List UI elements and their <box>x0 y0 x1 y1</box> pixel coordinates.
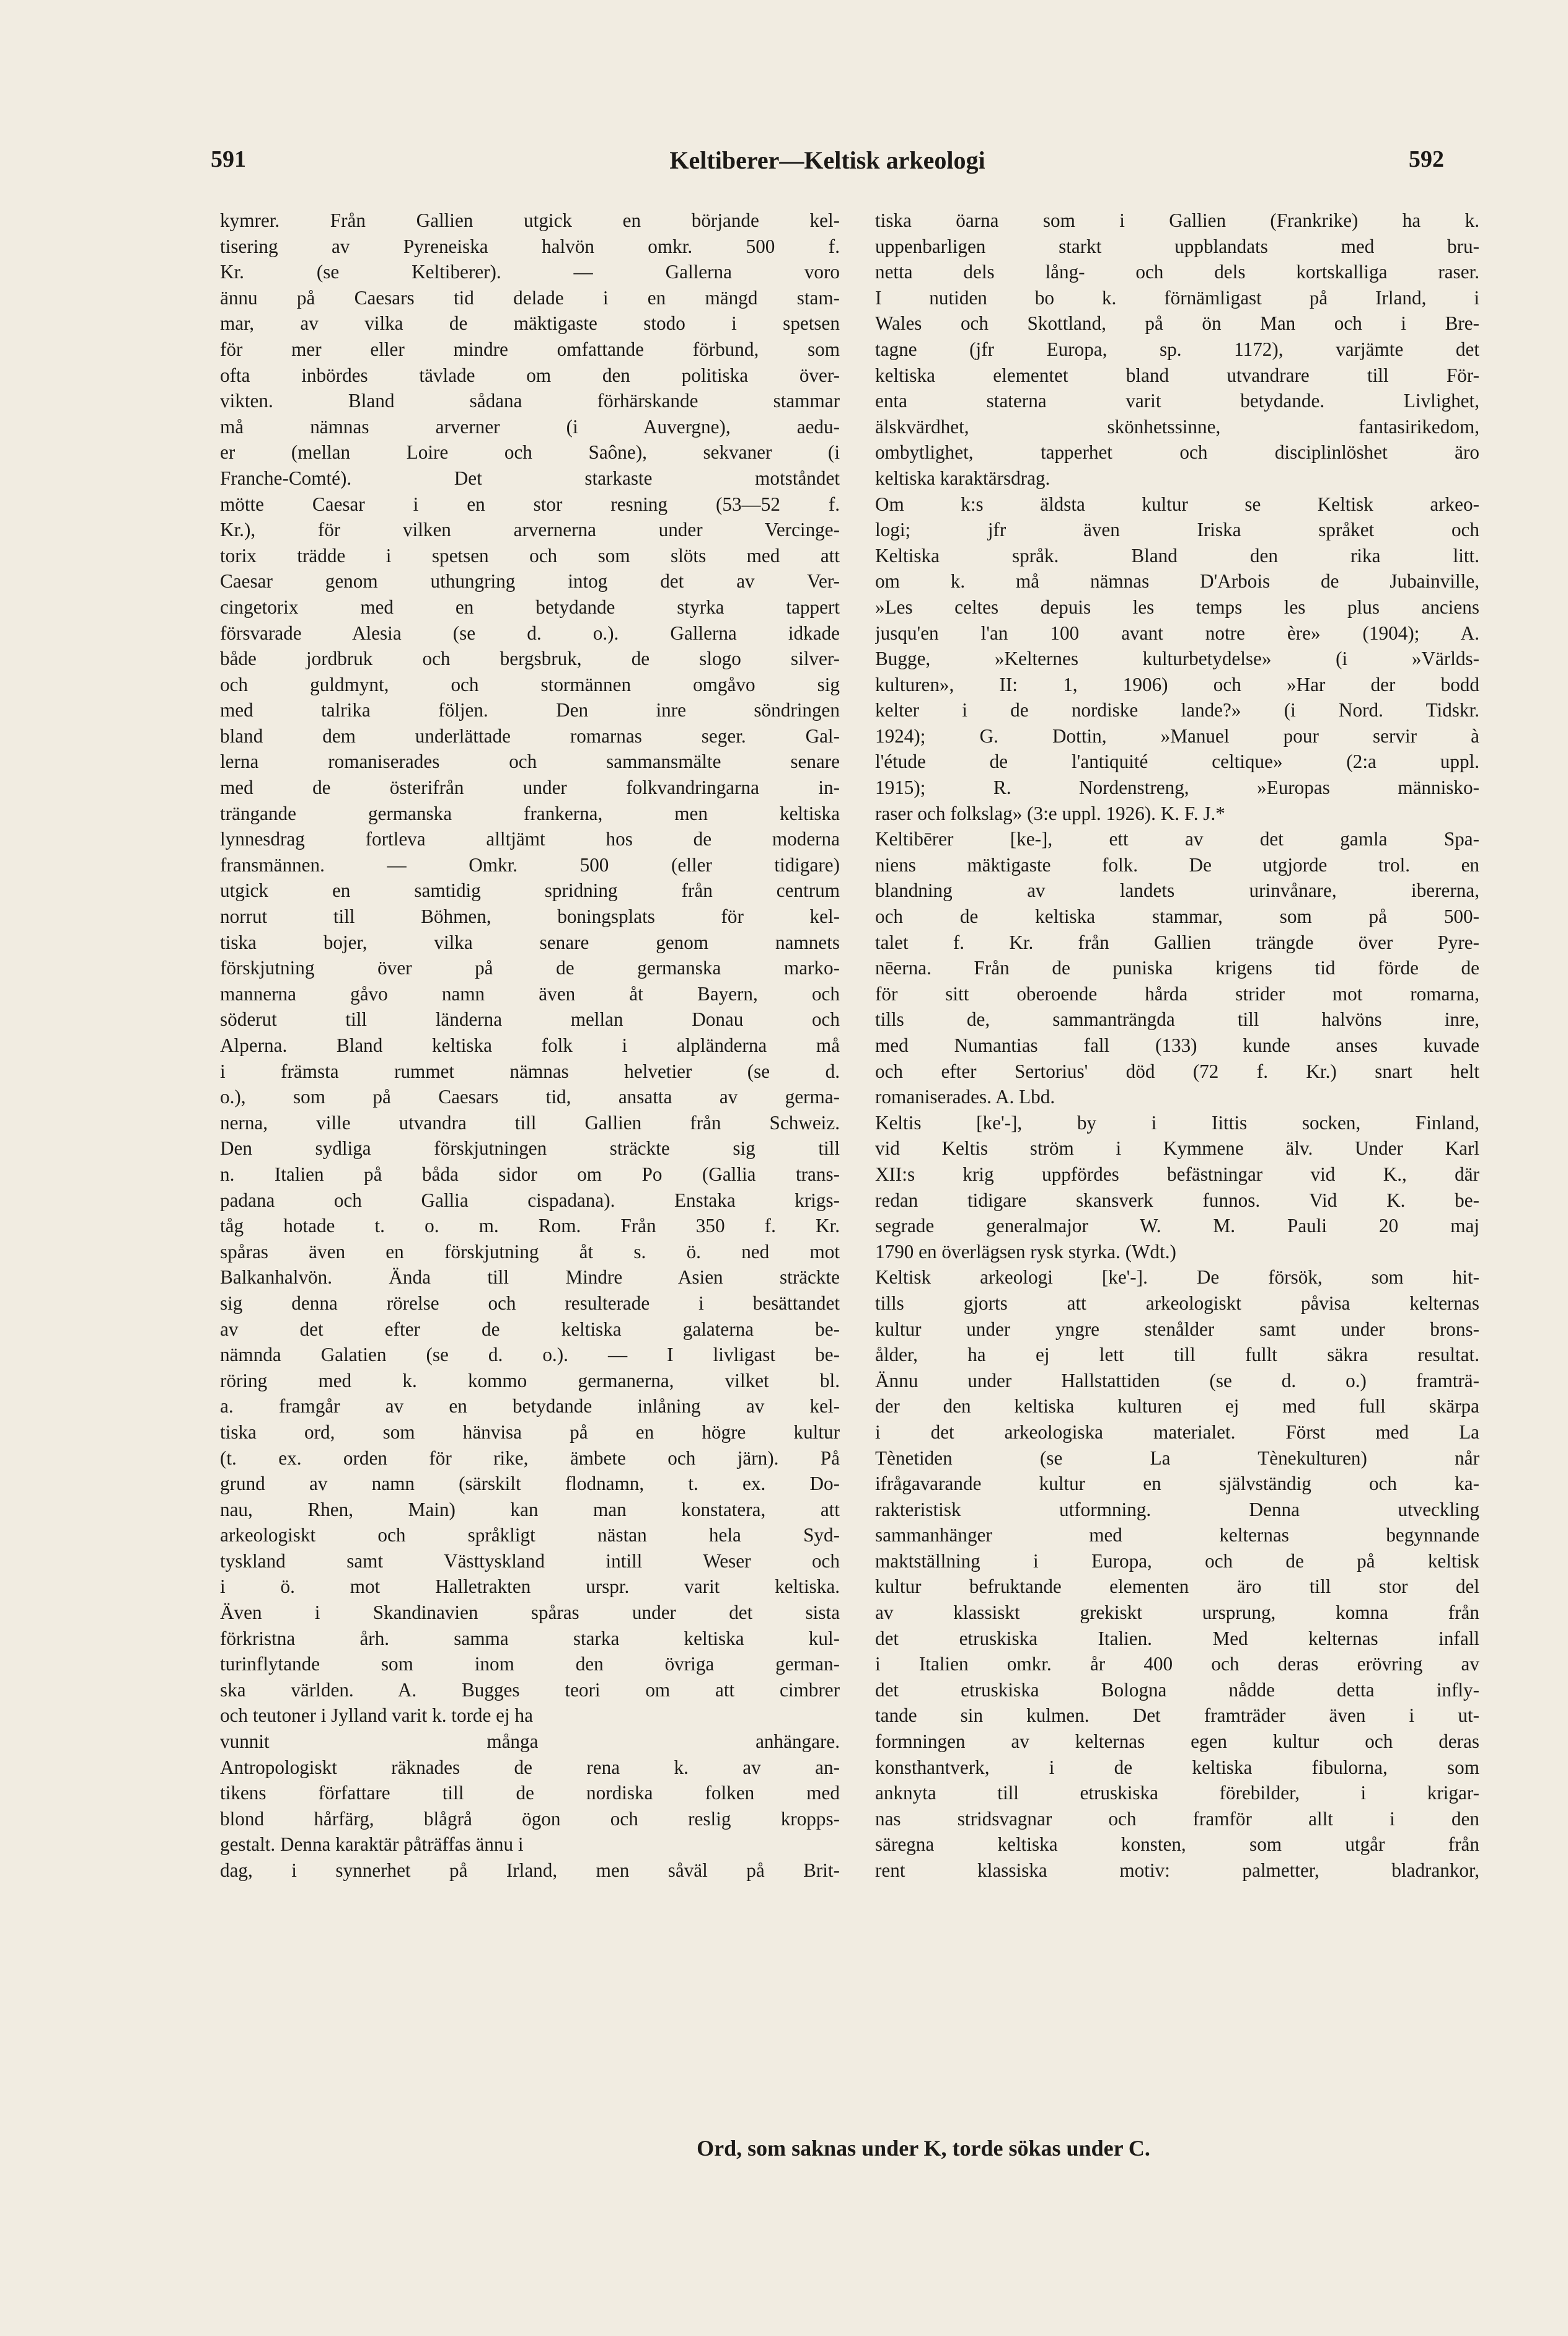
text-line: tagne (jfr Europa, sp. 1172), varjämte det <box>875 338 1479 360</box>
text-line: röring med k. kommo germanerna, vilket bl. <box>220 1369 840 1391</box>
text-line: vid Keltis ström i Kymmene älv. Under Karl <box>875 1137 1479 1160</box>
text-line: och teutoner i Jylland varit k. torde ej ha <box>220 1704 533 1727</box>
text-line: Keltisk arkeologi [ke'-]. De försök, som hit- <box>875 1266 1479 1289</box>
text-line: ifrågavarande kultur en självständig och ka- <box>875 1473 1479 1495</box>
text-line: rakteristisk utformning. Denna utveckling <box>875 1498 1479 1520</box>
text-line: Bugge, »Kelternes kulturbetydelse» (i »Världs- <box>875 648 1479 670</box>
text-line: 1924); G. Dottin, »Manuel pour servir à <box>875 725 1479 747</box>
text-line: raser och folkslag» (3:e uppl. 1926). K. F. J.* <box>875 802 1225 824</box>
running-title: Keltiberer—Keltisk arkeologi <box>669 146 985 174</box>
text-line: ofta inbördes tävlade om den politiska över- <box>220 364 840 386</box>
text-line: med Numantias fall (133) kunde anses kuvade <box>875 1034 1479 1056</box>
text-line: Alperna. Bland keltiska folk i alpländerna må <box>220 1034 840 1056</box>
text-line: tyskland samt Västtyskland intill Weser och <box>220 1549 840 1572</box>
text-line: redan tidigare skansverk funnos. Vid K. be- <box>875 1189 1479 1211</box>
right-column <box>875 208 1479 1884</box>
text-line: Keltibērer [ke-], ett av det gamla Spa- <box>875 828 1479 850</box>
text-line: med talrika följen. Den inre söndringen <box>220 699 840 721</box>
text-line: för sitt oberoende hårda strider mot romarna, <box>875 982 1479 1005</box>
text-line: förkristna årh. samma starka keltiska kul- <box>220 1627 840 1649</box>
text-line: lerna romaniserades och sammansmälte senare <box>220 751 840 773</box>
text-line: kymrer. Från Gallien utgick en börjande kel- <box>220 209 840 231</box>
text-line: l'étude de l'antiquité celtique» (2:a uppl. <box>875 751 1479 773</box>
text-line: Caesar genom uthungring intog det av Ver- <box>220 570 840 593</box>
text-line: i ö. mot Halletrakten urspr. varit keltiska. <box>220 1576 840 1598</box>
text-line: 1790 en överlägsen rysk styrka. (Wdt.) <box>875 1240 1176 1263</box>
text-line: formningen av kelternas egen kultur och deras <box>875 1730 1479 1753</box>
text-line: keltiska elementet bland utvandrare till För- <box>875 364 1479 386</box>
text-line: a. framgår av en betydande inlåning av kel- <box>220 1395 840 1417</box>
text-line: må nämnas arverner (i Auvergne), aedu- <box>220 415 840 438</box>
page-number-left: 591 <box>211 146 246 172</box>
text-line: romaniserades. A. Lbd. <box>875 1086 1055 1108</box>
text-line: niens mäktigaste folk. De utgjorde trol. en <box>875 853 1479 876</box>
text-line: logi; jfr även Iriska språket och <box>875 519 1479 541</box>
text-line: nämnda Galatien (se d. o.). — I livligast be- <box>220 1344 840 1366</box>
text-line: nēerna. Från de puniska krigens tid förde de <box>875 957 1479 979</box>
text-line: och guldmynt, och stormännen omgåvo sig <box>220 673 840 695</box>
text-line: nau, Rhen, Main) kan man konstatera, att <box>220 1498 840 1520</box>
text-line: om k. må nämnas D'Arbois de Jubainville, <box>875 570 1479 593</box>
text-line: och efter Sertorius' död (72 f. Kr.) snart helt <box>875 1060 1479 1082</box>
text-line: tande sin kulmen. Det framträder även i ut- <box>875 1704 1479 1727</box>
text-line: tåg hotade t. o. m. Rom. Från 350 f. Kr. <box>220 1215 840 1237</box>
text-line: konsthantverk, i de keltiska fibulorna, som <box>875 1756 1479 1778</box>
text-line: kulturen», II: 1, 1906) och »Har der bodd <box>875 673 1479 695</box>
text-line: lynnesdrag fortleva alltjämt hos de moderna <box>220 828 840 850</box>
text-line: sammanhänger med kelternas begynnande <box>875 1524 1479 1546</box>
text-line: och de keltiska stammar, som på 500- <box>875 906 1479 928</box>
text-line: der den keltiska kulturen ej med full skärpa <box>875 1395 1479 1417</box>
text-line: blond hårfärg, blågrå ögon och reslig kropps- <box>220 1807 840 1830</box>
text-line: spåras även en förskjutning åt s. ö. ned mot <box>220 1240 840 1263</box>
text-line: enta staterna varit betydande. Livlighet, <box>875 390 1479 412</box>
page-header <box>211 146 1444 183</box>
text-line: söderut till länderna mellan Donau och <box>220 1008 840 1031</box>
text-line: uppenbarligen starkt uppblandats med bru- <box>875 235 1479 257</box>
text-line: Balkanhalvön. Ända till Mindre Asien sträckte <box>220 1266 840 1289</box>
text-line: Wales och Skottland, på ön Man och i Bre- <box>875 312 1479 335</box>
text-line: älskvärdhet, skönhetssinne, fantasirikedom, <box>875 415 1479 438</box>
text-line: I nutiden bo k. förnämligast på Irland, i <box>875 286 1479 309</box>
text-line: mannerna gåvo namn även åt Bayern, och <box>220 982 840 1005</box>
text-line: tills de, sammanträngda till halvöns inre, <box>875 1008 1479 1031</box>
text-line: utgick en samtidig spridning från centrum <box>220 879 840 902</box>
text-line: tills gjorts att arkeologiskt påvisa kelternas <box>875 1292 1479 1314</box>
text-line: arkeologiskt och språkligt nästan hela Syd- <box>220 1524 840 1546</box>
text-line: förskjutning över på de germanska marko- <box>220 957 840 979</box>
text-line: talet f. Kr. från Gallien trängde över Pyre- <box>875 931 1479 953</box>
left-column <box>220 208 840 1884</box>
text-line: (t. ex. orden för rike, ämbete och järn). På <box>220 1447 840 1469</box>
text-line: segrade generalmajor W. M. Pauli 20 maj <box>875 1215 1479 1237</box>
text-line: säregna keltiska konsten, som utgår från <box>875 1833 1479 1856</box>
text-line: tiska öarna som i Gallien (Frankrike) ha k. <box>875 209 1479 231</box>
text-line: i främsta rummet nämnas helvetier (se d. <box>220 1060 840 1082</box>
text-line: mar, av vilka de mäktigaste stodo i spetsen <box>220 312 840 335</box>
text-line: n. Italien på båda sidor om Po (Gallia trans- <box>220 1163 840 1185</box>
footer-note: Ord, som saknas under K, torde sökas under C. <box>697 2136 1150 2161</box>
text-line: dag, i synnerhet på Irland, men såväl på Brit- <box>220 1859 840 1881</box>
text-line: tikens författare till de nordiska folken med <box>220 1782 840 1804</box>
text-line: fransmännen. — Omkr. 500 (eller tidigare) <box>220 853 840 876</box>
text-line: 1915); R. Nordenstreng, »Europas människo- <box>875 777 1479 799</box>
text-line: försvarade Alesia (se d. o.). Gallerna idkade <box>220 622 840 644</box>
text-line: Antropologiskt räknades de rena k. av an- <box>220 1756 840 1778</box>
text-line: Keltiska språk. Bland den rika litt. <box>875 544 1479 566</box>
text-line: Ännu under Hallstattiden (se d. o.) framträ- <box>875 1369 1479 1391</box>
text-line: Kr. (se Keltiberer). — Gallerna voro <box>220 261 840 283</box>
text-line: i Italien omkr. år 400 och deras erövring av <box>875 1653 1479 1675</box>
text-line: grund av namn (särskilt flodnamn, t. ex. Do- <box>220 1473 840 1495</box>
text-line: tiska bojer, vilka senare genom namnets <box>220 931 840 953</box>
text-line: Den sydliga förskjutningen sträckte sig till <box>220 1137 840 1160</box>
text-line: i det arkeologiska materialet. Först med La <box>875 1421 1479 1443</box>
text-line: padana och Gallia cispadana). Enstaka krigs- <box>220 1189 840 1211</box>
text-line: nas stridsvagnar och framför allt i den <box>875 1807 1479 1830</box>
text-line: Om k:s äldsta kultur se Keltisk arkeo- <box>875 493 1479 515</box>
text-line: jusqu'en l'an 100 avant notre ère» (1904); A. <box>875 622 1479 644</box>
text-line: av klassiskt grekiskt ursprung, komna från <box>875 1602 1479 1624</box>
text-line: XII:s krig uppfördes befästningar vid K., där <box>875 1163 1479 1185</box>
text-line: det etruskiska Italien. Med kelternas infall <box>875 1627 1479 1649</box>
text-line: nerna, ville utvandra till Gallien från Schweiz. <box>220 1111 840 1134</box>
text-line: er (mellan Loire och Saône), sekvaner (i <box>220 441 840 464</box>
text-line: maktställning i Europa, och de på keltisk <box>875 1549 1479 1572</box>
text-line: norrut till Böhmen, boningsplats för kel- <box>220 906 840 928</box>
text-line: ännu på Caesars tid delade i en mängd stam- <box>220 286 840 309</box>
text-line: »Les celtes depuis les temps les plus anciens <box>875 596 1479 618</box>
text-line: Tènetiden (se La Tènekulturen) når <box>875 1447 1479 1469</box>
text-line: turinflytande som inom den övriga german- <box>220 1653 840 1675</box>
text-line: ska världen. A. Bugges teori om att cimbrer <box>220 1678 840 1701</box>
text-line: Även i Skandinavien spåras under det sista <box>220 1602 840 1624</box>
text-line: av det efter de keltiska galaterna be- <box>220 1318 840 1340</box>
text-line: kultur under yngre stenålder samt under brons- <box>875 1318 1479 1340</box>
text-line: för mer eller mindre omfattande förbund, som <box>220 338 840 360</box>
text-line: netta dels lång- och dels kortskalliga raser. <box>875 261 1479 283</box>
text-line: Kr.), för vilken arvernerna under Vercinge- <box>220 519 840 541</box>
text-line: med de österifrån under folkvandringarna in- <box>220 777 840 799</box>
page-number-right: 592 <box>1409 146 1444 172</box>
text-line: rent klassiska motiv: palmetter, bladrankor, <box>875 1859 1479 1881</box>
text-line: Keltis [ke'-], by i Iittis socken, Finland, <box>875 1111 1479 1134</box>
text-line: sig denna rörelse och resulterade i besättandet <box>220 1292 840 1314</box>
text-line: ombytlighet, tapperhet och disciplinlöshet äro <box>875 441 1479 464</box>
text-line: keltiska karaktärsdrag. <box>875 467 1050 489</box>
text-line: mötte Caesar i en stor resning (53—52 f. <box>220 493 840 515</box>
text-line: vunnit många anhängare. <box>220 1730 840 1753</box>
text-line: cingetorix med en betydande styrka tappert <box>220 596 840 618</box>
text-line: anknyta till etruskiska förebilder, i krigar- <box>875 1782 1479 1804</box>
text-line: gestalt. Denna karaktär påträffas ännu i <box>220 1833 524 1856</box>
text-line: ålder, ha ej lett till fullt säkra resultat. <box>875 1344 1479 1366</box>
text-line: torix trädde i spetsen och som slöts med att <box>220 544 840 566</box>
text-line: kultur befruktande elementen äro till stor del <box>875 1576 1479 1598</box>
text-line: det etruskiska Bologna nådde detta infly- <box>875 1678 1479 1701</box>
text-line: o.), som på Caesars tid, ansatta av germa- <box>220 1086 840 1108</box>
text-line: tisering av Pyreneiska halvön omkr. 500 f. <box>220 235 840 257</box>
text-line: blandning av landets urinvånare, ibererna, <box>875 879 1479 902</box>
text-line: vikten. Bland sådana förhärskande stammar <box>220 390 840 412</box>
text-line: både jordbruk och bergsbruk, de slogo silver- <box>220 648 840 670</box>
text-line: tiska ord, som hänvisa på en högre kultur <box>220 1421 840 1443</box>
text-line: trängande germanska frankerna, men keltiska <box>220 802 840 824</box>
text-line: bland dem underlättade romarnas seger. Gal- <box>220 725 840 747</box>
text-line: Franche-Comté). Det starkaste motståndet <box>220 467 840 489</box>
text-line: kelter i de nordiske lande?» (i Nord. Tidskr. <box>875 699 1479 721</box>
